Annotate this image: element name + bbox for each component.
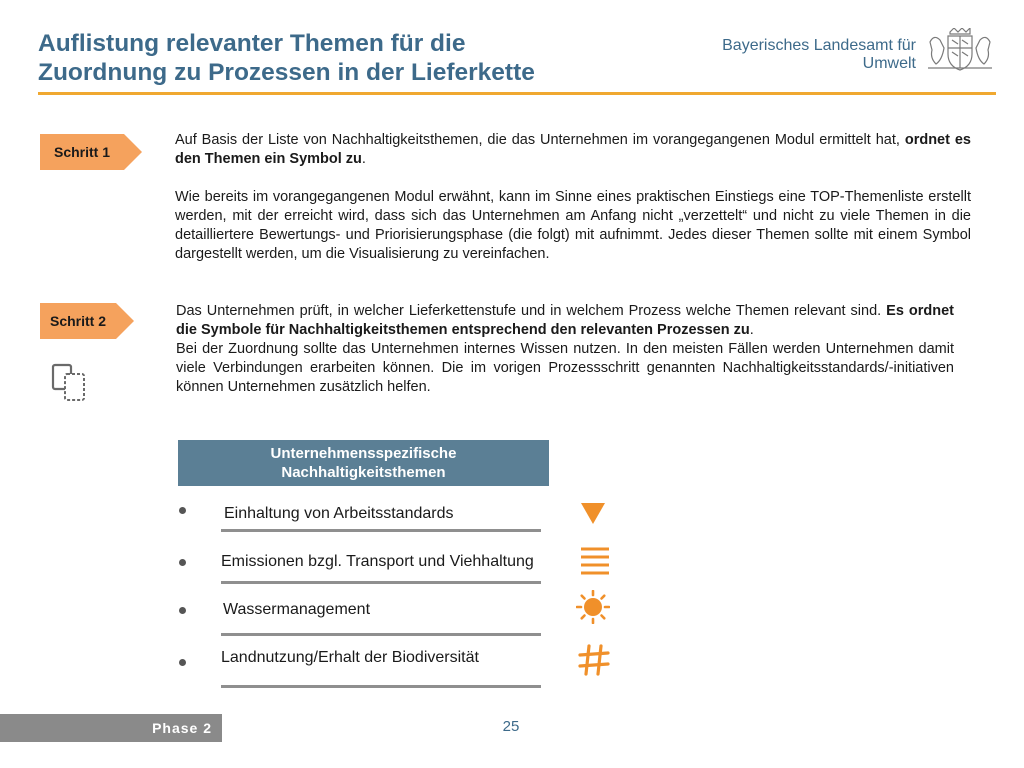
organization-name	[660, 37, 916, 73]
step-2-paragraph-1	[176, 302, 954, 340]
bullet	[179, 659, 186, 666]
title-line-1: Auflistung relevanter Themen für die	[38, 30, 466, 57]
step-1-p1-end: .	[361, 151, 366, 167]
step-1-arrow	[124, 134, 142, 170]
header-divider	[38, 92, 996, 95]
lines-icon	[578, 545, 612, 579]
topic-item-underline	[221, 581, 541, 584]
topic-item-underline	[221, 529, 541, 532]
documents-icon	[50, 362, 90, 402]
table-header	[178, 440, 549, 486]
title-line-2: Zuordnung zu Prozessen in der Lieferkette	[38, 59, 535, 86]
topic-item-label: Emissionen bzgl. Transport und Viehhaltung	[221, 553, 534, 570]
topic-item-label: Wassermanagement	[223, 601, 371, 618]
topic-item-underline	[221, 685, 541, 688]
phase-label: Phase 2	[0, 714, 222, 742]
coat-of-arms-logo	[924, 28, 996, 72]
bullet	[179, 607, 186, 614]
org-line-1: Bayerisches Landesamt für	[722, 37, 916, 54]
org-line-2: Umwelt	[862, 55, 916, 72]
topic-item-label: Landnutzung/Erhalt der Biodiversität	[221, 649, 479, 666]
step-2-p1-bold: Es ordnet die Symbole für Nachhaltigkeitsthemen entsprechend den relevanten Prozessen zu	[176, 303, 954, 338]
step-2-p1-end: .	[749, 322, 754, 338]
topic-item-label: Einhaltung von Arbeitsstandards	[224, 505, 454, 522]
step-1-paragraph-2: Wie bereits im vorangegangenen Modul erwähnt, kann im Sinne eines praktischen Einstiegs eine TOP-Themenliste erstellt werden, mit der erreicht wird, dass sich das Unternehmen am Anfang nicht „verzettelt“ und nicht zu viele Themen in die detailliertere Bewertungs- und Priorisierungsphase (die folgt) mit aufnimmt. Jedes dieser Themen sollte mit einem Symbol dargestellt werden, um die Visualisierung zu vereinfachen.	[175, 189, 971, 262]
step-1-label: Schritt 1	[40, 134, 124, 170]
bullet	[179, 507, 186, 514]
table-header-line-2: Nachhaltigkeitsthemen	[281, 464, 446, 481]
hash-icon	[577, 643, 611, 677]
triangle-down-icon	[576, 496, 610, 530]
step-1-p1-bold: ordnet es den Themen ein Symbol zu	[175, 132, 971, 167]
step-2-paragraph-2: Bei der Zuordnung sollte das Unternehmen internes Wissen nutzen. In den meisten Fällen werden Unternehmen damit viele Verbindungen erarbeiten können. Die im vorigen Prozessschritt genannten Nachhaltigkeitsstandards/-initiativen können Unternehmen zusätzlich helfen.	[176, 341, 954, 395]
step-2-p1-text: Das Unternehmen prüft, in welcher Lieferkettenstufe und in welchem Prozess welche Themen relevant sind.	[176, 303, 882, 319]
step-1-p1-text: Auf Basis der Liste von Nachhaltigkeitsthemen, die das Unternehmen im vorangegangenen Modul ermittelt hat,	[175, 132, 900, 148]
topic-item-underline	[221, 633, 541, 636]
step-2-text	[176, 302, 954, 397]
step-1-paragraph-1	[175, 131, 971, 169]
step-1-badge	[40, 134, 142, 170]
table-header-line-1: Unternehmensspezifische	[270, 445, 457, 462]
step-2-arrow	[116, 303, 134, 339]
step-2-badge	[40, 303, 134, 339]
bullet	[179, 559, 186, 566]
step-2-label: Schritt 2	[40, 303, 116, 339]
page-number: 25	[502, 718, 520, 735]
sun-icon	[576, 590, 610, 624]
step-1-text	[175, 131, 971, 264]
page-title	[38, 29, 638, 87]
